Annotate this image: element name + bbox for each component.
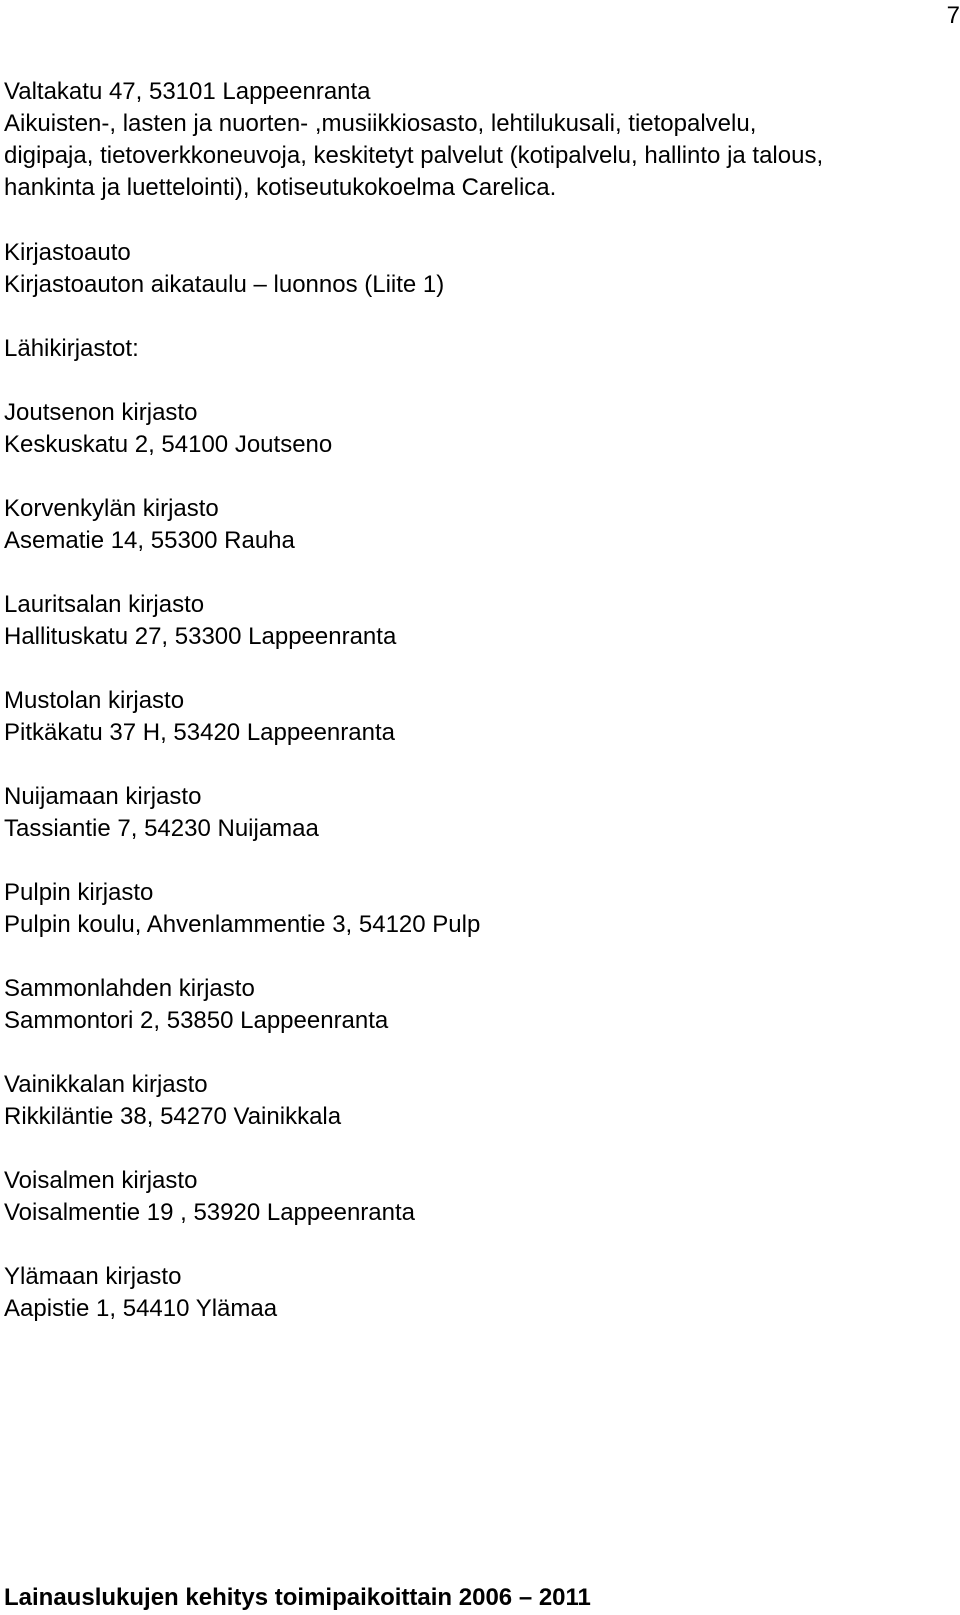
- branch-name: Korvenkylän kirjasto: [4, 495, 219, 522]
- branches-heading: Lähikirjastot:: [4, 335, 139, 362]
- branch-name: Voisalmen kirjasto: [4, 1167, 198, 1194]
- section-heading: Lainauslukujen kehitys toimipaikoittain 2006 – 2011: [4, 1584, 591, 1611]
- branch-name: Lauritsalan kirjasto: [4, 591, 205, 618]
- branch-name: Sammonlahden kirjasto: [4, 975, 255, 1002]
- branch-address: Asematie 14, 55300 Rauha: [4, 527, 295, 554]
- branch-address: Hallituskatu 27, 53300 Lappeenranta: [4, 623, 397, 650]
- bookmobile-title: Kirjastoauto: [4, 239, 131, 266]
- main-library-description-line: Aikuisten-, lasten ja nuorten- ,musiikkiosasto, lehtilukusali, tietopalvelu,: [4, 110, 757, 137]
- page-number: 7: [946, 2, 960, 29]
- branch-name: Pulpin kirjasto: [4, 879, 154, 906]
- main-library-description-line: hankinta ja luettelointi), kotiseutukokoelma Carelica.: [4, 174, 557, 201]
- branch-address: Sammontori 2, 53850 Lappeenranta: [4, 1007, 389, 1034]
- branch-address: Rikkiläntie 38, 54270 Vainikkala: [4, 1103, 342, 1130]
- branch-address: Pitkäkatu 37 H, 53420 Lappeenranta: [4, 719, 395, 746]
- branch-name: Vainikkalan kirjasto: [4, 1071, 208, 1098]
- branch-address: Pulpin koulu, Ahvenlammentie 3, 54120 Pulp: [4, 911, 481, 938]
- main-library-address: Valtakatu 47, 53101 Lappeenranta: [4, 78, 371, 105]
- branch-address: Keskuskatu 2, 54100 Joutseno: [4, 431, 333, 458]
- branch-name: Mustolan kirjasto: [4, 687, 185, 714]
- branch-name: Nuijamaan kirjasto: [4, 783, 202, 810]
- main-library-description-line: digipaja, tietoverkkoneuvoja, keskitetyt palvelut (kotipalvelu, hallinto ja talous,: [4, 142, 824, 169]
- bookmobile-schedule: Kirjastoauton aikataulu – luonnos (Liite 1): [4, 271, 445, 298]
- branch-address: Aapistie 1, 54410 Ylämaa: [4, 1295, 278, 1322]
- branch-address: Tassiantie 7, 54230 Nuijamaa: [4, 815, 319, 842]
- branch-name: Ylämaan kirjasto: [4, 1263, 182, 1290]
- branch-name: Joutsenon kirjasto: [4, 399, 198, 426]
- branch-address: Voisalmentie 19 , 53920 Lappeenranta: [4, 1199, 415, 1226]
